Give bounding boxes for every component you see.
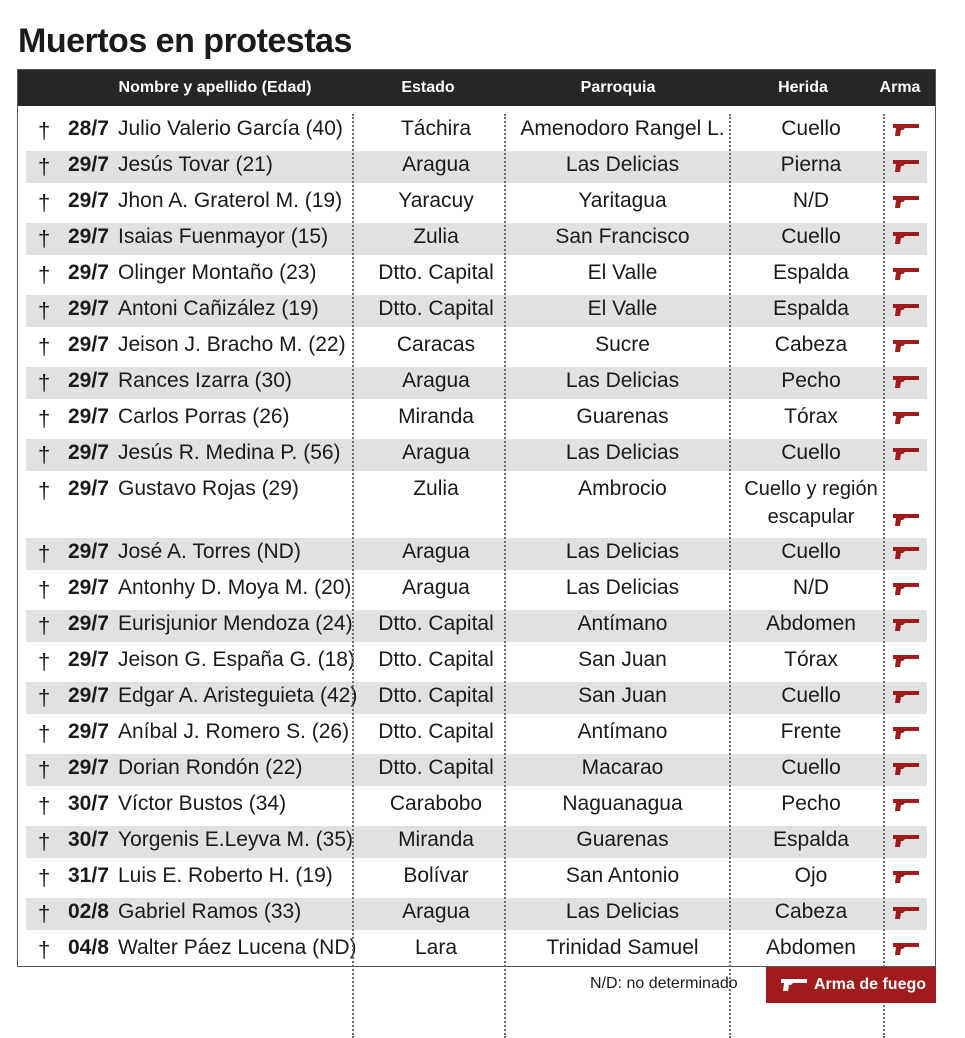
- pistol-icon: [892, 798, 920, 812]
- row-parroquia: Las Delicias: [565, 576, 680, 599]
- table-row: [26, 646, 927, 678]
- page-title: Muertos en protestas: [18, 22, 352, 60]
- row-name: Antoni Cañizález (19): [118, 297, 319, 320]
- row-parroquia: Naguanagua: [562, 792, 683, 815]
- weapon-legend-label: Arma de fuego: [814, 976, 927, 993]
- row-parroquia: Guarenas: [576, 828, 669, 851]
- row-name: Rances Izarra (30): [118, 369, 292, 392]
- cross-symbol: †: [38, 649, 51, 674]
- table-row: [26, 574, 927, 606]
- row-date: 29/7: [68, 261, 109, 284]
- pistol-icon: [892, 195, 920, 209]
- row-name: Isaias Fuenmayor (15): [118, 225, 329, 248]
- row-estado: Aragua: [402, 576, 470, 599]
- row-estado: Miranda: [398, 828, 474, 851]
- pistol-icon: [892, 375, 920, 389]
- table-row: [26, 898, 927, 930]
- cross-symbol: †: [38, 757, 51, 782]
- row-estado: Dtto. Capital: [378, 261, 494, 284]
- row-parroquia: Las Delicias: [565, 900, 680, 923]
- row-herida: Espalda: [773, 828, 849, 851]
- row-estado: Dtto. Capital: [378, 612, 494, 635]
- row-parroquia: Las Delicias: [565, 369, 680, 392]
- column-header-parroquia: Parroquia: [580, 79, 656, 96]
- row-parroquia: San Francisco: [555, 225, 690, 248]
- pistol-icon: [892, 123, 920, 137]
- cross-symbol: †: [38, 577, 51, 602]
- table-row: [26, 187, 927, 219]
- row-name: Jeison G. España G. (18): [118, 648, 355, 671]
- table-row: [26, 718, 927, 750]
- row-date: 29/7: [68, 756, 109, 779]
- row-estado: Aragua: [402, 369, 470, 392]
- cross-symbol: †: [38, 865, 51, 890]
- row-estado: Caracas: [396, 333, 476, 356]
- row-parroquia: Trinidad Samuel: [546, 936, 699, 959]
- cross-symbol: †: [38, 541, 51, 566]
- table-row: [26, 475, 927, 534]
- row-estado: Carabobo: [389, 792, 483, 815]
- row-estado: Dtto. Capital: [378, 297, 494, 320]
- row-parroquia: El Valle: [587, 297, 658, 320]
- column-divider: [883, 114, 885, 1038]
- table-row: [26, 826, 927, 858]
- cross-symbol: †: [38, 829, 51, 854]
- row-herida: Abdomen: [766, 612, 856, 635]
- cross-symbol: †: [38, 901, 51, 926]
- column-divider: [729, 114, 731, 1038]
- row-parroquia: Antímano: [577, 612, 668, 635]
- row-date: 29/7: [68, 648, 109, 671]
- row-estado: Aragua: [402, 153, 470, 176]
- table-row: [26, 934, 927, 966]
- row-date: 29/7: [68, 477, 109, 500]
- row-parroquia: Las Delicias: [565, 153, 680, 176]
- pistol-icon: [892, 159, 920, 173]
- row-herida: Pierna: [780, 153, 842, 176]
- pistol-icon: [892, 690, 920, 704]
- pistol-icon: [892, 267, 920, 281]
- row-name: Luis E. Roberto H. (19): [118, 864, 333, 887]
- table-row: [26, 790, 927, 822]
- row-date: 30/7: [68, 828, 109, 851]
- column-header-herida: Herida: [778, 79, 828, 96]
- cross-symbol: †: [38, 406, 51, 431]
- weapon-legend: [766, 967, 936, 1003]
- row-date: 31/7: [68, 864, 109, 887]
- footnote-nd: N/D: no determinado: [590, 975, 738, 992]
- cross-symbol: †: [38, 190, 51, 215]
- row-herida: Cuello y región escapular: [744, 478, 878, 528]
- cross-symbol: †: [38, 370, 51, 395]
- row-date: 30/7: [68, 792, 109, 815]
- column-header-arma: Arma: [879, 79, 921, 96]
- row-parroquia: Guarenas: [576, 405, 669, 428]
- cross-symbol: †: [38, 442, 51, 467]
- row-herida: Abdomen: [766, 936, 856, 959]
- row-name: Jeison J. Bracho M. (22): [118, 333, 346, 356]
- row-parroquia: San Juan: [578, 684, 667, 707]
- row-name: Gustavo Rojas (29): [118, 477, 299, 500]
- table-row: [26, 223, 927, 255]
- row-estado: Aragua: [402, 900, 470, 923]
- row-date: 29/7: [68, 189, 109, 212]
- cross-symbol: †: [38, 685, 51, 710]
- row-name: José A. Torres (ND): [118, 540, 301, 563]
- cross-symbol: †: [38, 793, 51, 818]
- row-name: Edgar A. Aristeguieta (42): [118, 684, 358, 707]
- row-estado: Bolívar: [403, 864, 469, 887]
- row-name: Antonhy D. Moya M. (20): [118, 576, 352, 599]
- table-row: [26, 115, 927, 147]
- table-row: [26, 439, 927, 471]
- cross-symbol: †: [38, 721, 51, 746]
- row-name: Aníbal J. Romero S. (26): [118, 720, 350, 743]
- row-parroquia: El Valle: [587, 261, 658, 284]
- row-herida: Cuello: [781, 117, 841, 140]
- row-name: Dorian Rondón (22): [118, 756, 303, 779]
- row-name: Olinger Montaño (23): [118, 261, 317, 284]
- row-estado: Dtto. Capital: [378, 648, 494, 671]
- row-date: 28/7: [68, 117, 109, 140]
- pistol-icon: [892, 942, 920, 956]
- pistol-icon: [892, 447, 920, 461]
- pistol-icon: [892, 834, 920, 848]
- cross-symbol: †: [38, 937, 51, 962]
- row-parroquia: Macarao: [581, 756, 664, 779]
- table-row: [26, 331, 927, 363]
- cross-symbol: †: [38, 613, 51, 638]
- row-date: 29/7: [68, 369, 109, 392]
- pistol-icon: [892, 582, 920, 596]
- row-date: 29/7: [68, 612, 109, 635]
- row-herida: Pecho: [781, 369, 841, 392]
- row-date: 04/8: [68, 936, 109, 959]
- row-herida: Cuello: [781, 684, 841, 707]
- row-parroquia: Ambrocio: [578, 477, 667, 500]
- table-row: [26, 295, 927, 327]
- row-herida: Frente: [780, 720, 842, 743]
- row-date: 02/8: [68, 900, 109, 923]
- table-row: [26, 682, 927, 714]
- table-row: [26, 610, 927, 642]
- row-name: Yorgenis E.Leyva M. (35): [118, 828, 354, 851]
- row-herida: Cabeza: [774, 333, 848, 356]
- table-body: [18, 70, 935, 966]
- row-herida: Espalda: [773, 261, 849, 284]
- row-herida: Ojo: [794, 864, 828, 887]
- row-parroquia: Las Delicias: [565, 441, 680, 464]
- row-parroquia: San Juan: [578, 648, 667, 671]
- table-row: [26, 403, 927, 435]
- row-name: Walter Páez Lucena (ND): [118, 936, 357, 959]
- row-herida: N/D: [792, 576, 830, 599]
- pistol-icon: [892, 546, 920, 560]
- pistol-icon: [780, 978, 808, 992]
- pistol-icon: [892, 870, 920, 884]
- row-herida: Tórax: [784, 648, 838, 671]
- pistol-icon: [892, 906, 920, 920]
- table-row: [26, 862, 927, 894]
- row-date: 29/7: [68, 405, 109, 428]
- row-name: Jesús R. Medina P. (56): [118, 441, 341, 464]
- column-header-estado: Estado: [401, 79, 455, 96]
- row-estado: Aragua: [402, 540, 470, 563]
- row-date: 29/7: [68, 720, 109, 743]
- row-herida: Tórax: [784, 405, 838, 428]
- cross-symbol: †: [38, 118, 51, 143]
- row-estado: Yaracuy: [398, 189, 474, 212]
- pistol-icon: [892, 513, 920, 527]
- row-date: 29/7: [68, 225, 109, 248]
- cross-symbol: †: [38, 298, 51, 323]
- pistol-icon: [892, 654, 920, 668]
- cross-symbol: †: [38, 154, 51, 179]
- cross-symbol: †: [38, 334, 51, 359]
- pistol-icon: [892, 726, 920, 740]
- row-herida: Cuello: [781, 441, 841, 464]
- row-name: Eurisjunior Mendoza (24): [118, 612, 353, 635]
- row-herida: Cuello: [781, 540, 841, 563]
- row-date: 29/7: [68, 297, 109, 320]
- row-herida: Cuello: [781, 225, 841, 248]
- table-row: [26, 259, 927, 291]
- cross-symbol: †: [38, 262, 51, 287]
- row-name: Jesús Tovar (21): [118, 153, 273, 176]
- pistol-icon: [892, 339, 920, 353]
- pistol-icon: [892, 618, 920, 632]
- row-name: Jhon A. Graterol M. (19): [118, 189, 343, 212]
- row-estado: Dtto. Capital: [378, 756, 494, 779]
- deaths-table: [17, 69, 936, 967]
- row-parroquia: Yaritagua: [578, 189, 667, 212]
- cross-symbol: †: [38, 478, 51, 503]
- row-date: 29/7: [68, 684, 109, 707]
- row-estado: Lara: [414, 936, 458, 959]
- row-date: 29/7: [68, 333, 109, 356]
- row-estado: Dtto. Capital: [378, 684, 494, 707]
- row-parroquia: Amenodoro Rangel L.: [520, 117, 725, 140]
- pistol-icon: [892, 231, 920, 245]
- pistol-icon: [892, 762, 920, 776]
- column-divider: [352, 114, 354, 1038]
- pistol-icon: [892, 411, 920, 425]
- row-name: Gabriel Ramos (33): [118, 900, 302, 923]
- cross-symbol: †: [38, 226, 51, 251]
- row-parroquia: Antímano: [577, 720, 668, 743]
- column-divider: [504, 114, 506, 1038]
- row-parroquia: Las Delicias: [565, 540, 680, 563]
- row-date: 29/7: [68, 153, 109, 176]
- row-estado: Miranda: [398, 405, 474, 428]
- row-estado: Zulia: [413, 477, 459, 500]
- row-estado: Dtto. Capital: [378, 720, 494, 743]
- pistol-icon: [892, 303, 920, 317]
- row-estado: Zulia: [413, 225, 459, 248]
- row-herida: Cabeza: [774, 900, 848, 923]
- row-name: Carlos Porras (26): [118, 405, 290, 428]
- column-header-nombre: Nombre y apellido (Edad): [118, 79, 312, 96]
- row-herida: Pecho: [781, 792, 841, 815]
- table-row: [26, 754, 927, 786]
- row-parroquia: Sucre: [595, 333, 650, 356]
- row-name: Víctor Bustos (34): [118, 792, 287, 815]
- row-herida: Cuello: [781, 756, 841, 779]
- row-estado: Táchira: [400, 117, 472, 140]
- row-date: 29/7: [68, 540, 109, 563]
- row-date: 29/7: [68, 441, 109, 464]
- row-date: 29/7: [68, 576, 109, 599]
- table-row: [26, 151, 927, 183]
- row-parroquia: San Antonio: [565, 864, 680, 887]
- table-row: [26, 367, 927, 399]
- row-estado: Aragua: [402, 441, 470, 464]
- row-name: Julio Valerio García (40): [118, 117, 343, 140]
- row-herida: N/D: [792, 189, 830, 212]
- table-row: [26, 538, 927, 570]
- row-herida: Espalda: [773, 297, 849, 320]
